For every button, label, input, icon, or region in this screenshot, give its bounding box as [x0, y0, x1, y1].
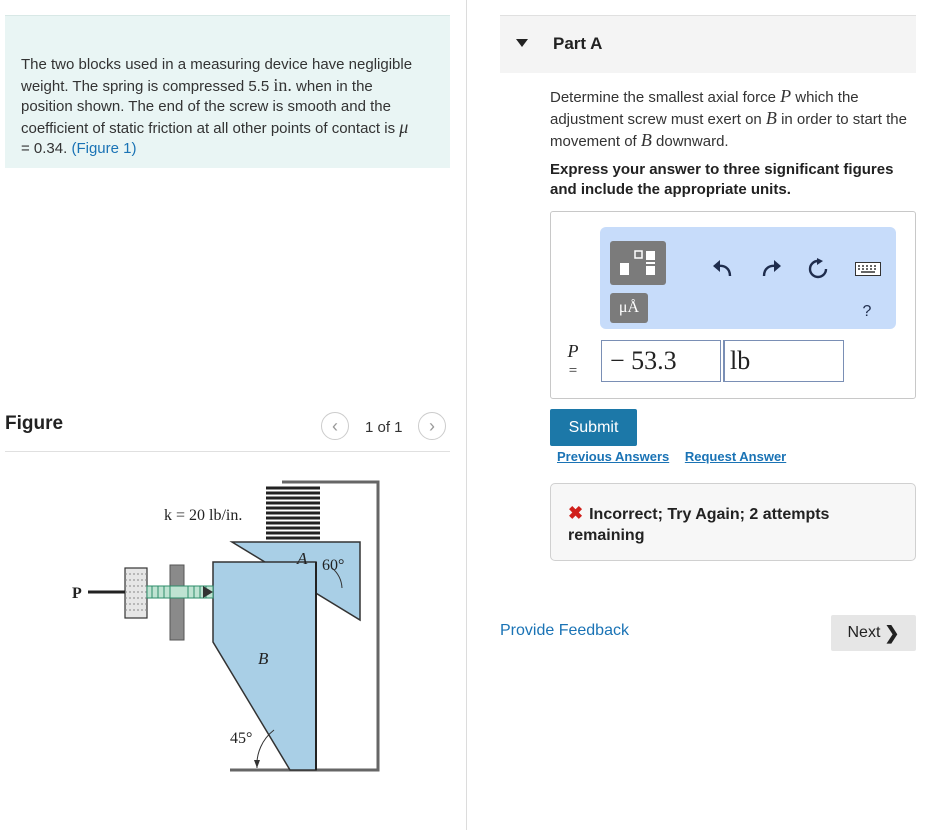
request-answer-link[interactable]: Request Answer [684, 449, 787, 464]
undo-icon [711, 259, 733, 279]
answer-instruction: Express your answer to three significant figures and include the appropriate units. [550, 161, 894, 198]
figure-header [5, 405, 450, 452]
problem-text: The two blocks used in a measuring device have negligible weight. The spring is compressed 5.5 in. when in the position shown. The end of the screw is smooth and the coefficient of static friction at all other points of contact is μ = 0.34. (Figure 1) [21, 56, 413, 157]
previous-answers-link[interactable]: Previous Answers [557, 449, 670, 464]
part-a-header[interactable] [500, 15, 916, 73]
undo-button[interactable] [710, 257, 734, 281]
mechanism-figure [60, 470, 380, 790]
chevron-right-icon: ❯ [884, 622, 900, 643]
block-a-label: A [297, 549, 308, 568]
chevron-left-icon: ‹ [332, 415, 338, 436]
redo-button[interactable] [760, 257, 784, 281]
figure-pager: 1 of 1 [365, 419, 403, 436]
submit-button[interactable]: Submit [550, 409, 637, 446]
value-input[interactable]: − 53.3 [601, 340, 721, 382]
column-divider [466, 0, 467, 830]
provide-feedback-link[interactable]: Provide Feedback [500, 622, 629, 639]
templates-button[interactable] [610, 241, 666, 285]
part-title: Part A [553, 34, 603, 53]
adjustment-screw [125, 568, 213, 618]
angle-a-label: 60° [322, 557, 345, 574]
answer-box [550, 211, 916, 399]
incorrect-icon: ✖ [568, 503, 584, 523]
units-button[interactable] [610, 293, 648, 323]
answer-variable-label: P = [567, 341, 579, 379]
angle-b-label: 45° [230, 730, 253, 747]
units-icon: μÅ [618, 299, 640, 316]
block-b-label: B [258, 649, 269, 668]
next-label: Next [847, 624, 881, 641]
input-separator [723, 340, 725, 382]
previous-figure-button[interactable] [321, 412, 349, 440]
help-icon: ? [862, 303, 872, 320]
help-button[interactable] [858, 303, 876, 321]
chevron-right-icon: › [429, 415, 435, 436]
spring [266, 484, 320, 542]
math-toolbar [600, 227, 896, 329]
feedback-message: ✖ Incorrect; Try Again; 2 attempts remaining [568, 503, 830, 544]
screw-support [170, 565, 184, 640]
force-label: P [72, 585, 82, 602]
question-text: Determine the smallest axial force P which the adjustment screw must exert on B in order to start the movement of B downward. [550, 86, 907, 150]
redo-icon [761, 259, 783, 279]
keyboard-icon [855, 262, 881, 276]
collapse-caret-icon[interactable] [516, 39, 528, 47]
reset-button[interactable] [806, 257, 830, 281]
reset-icon [807, 258, 829, 280]
problem-statement [5, 15, 450, 168]
answer-links [557, 449, 798, 464]
figure-title: Figure [5, 413, 64, 434]
spring-constant-label: k = 20 lb/in. [164, 507, 243, 524]
next-button[interactable] [831, 615, 916, 651]
angle-arrowhead [254, 760, 260, 768]
next-figure-button[interactable] [418, 412, 446, 440]
keyboard-button[interactable] [854, 259, 882, 279]
templates-icon [618, 249, 658, 277]
unit-input[interactable]: lb [723, 340, 844, 382]
feedback-box [550, 483, 916, 561]
figure-link[interactable]: (Figure 1) [71, 140, 137, 157]
